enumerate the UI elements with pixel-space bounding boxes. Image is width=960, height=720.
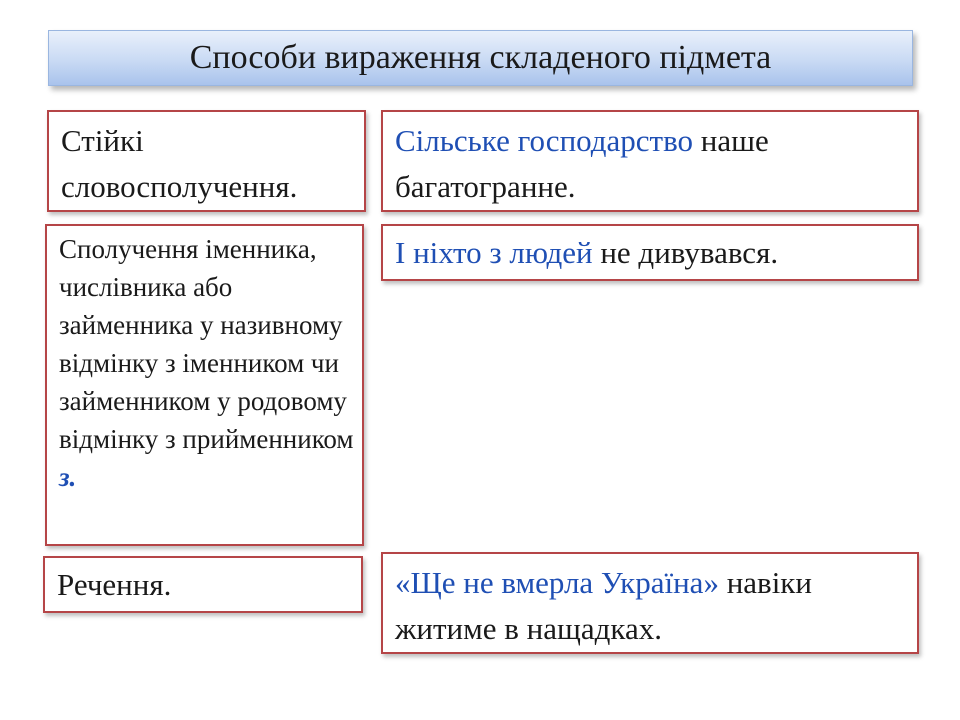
example-noun-combination	[395, 230, 909, 276]
example-subject-highlight: Сільське господарство	[395, 123, 694, 158]
term-sentence: Речення.	[57, 567, 172, 602]
term-noun-combination	[59, 230, 358, 496]
term-fixed-phrases: Стійкі словосполучення.	[61, 123, 298, 204]
example-sentence	[395, 560, 909, 652]
example-fixed-phrases	[395, 118, 909, 210]
preposition-emphasis: з	[59, 462, 70, 492]
preposition-period: .	[69, 462, 77, 492]
example-predicate: навіки житиме в нащадках.	[395, 565, 812, 646]
example-subject-highlight: І ніхто з людей	[395, 235, 593, 270]
term-box-sentence	[43, 556, 363, 613]
example-box-noun-combination	[381, 224, 919, 281]
term-box-noun-combination	[45, 224, 364, 546]
example-predicate: наше багатогранне.	[395, 123, 769, 204]
example-box-sentence	[381, 552, 919, 654]
term-noun-combination-main: Сполучення іменника, числівника або займенника у називному відмінку з іменником чи займенником у родовому відмінку з прийменником	[59, 234, 354, 454]
example-subject-highlight: «Ще не вмерла Україна»	[395, 565, 719, 600]
example-predicate: не дивувався.	[592, 235, 779, 270]
slide-title	[48, 30, 913, 86]
slide-title-text: Способи вираження складеного підмета	[189, 39, 772, 76]
example-box-fixed-phrases	[381, 110, 919, 212]
term-box-fixed-phrases	[47, 110, 366, 212]
